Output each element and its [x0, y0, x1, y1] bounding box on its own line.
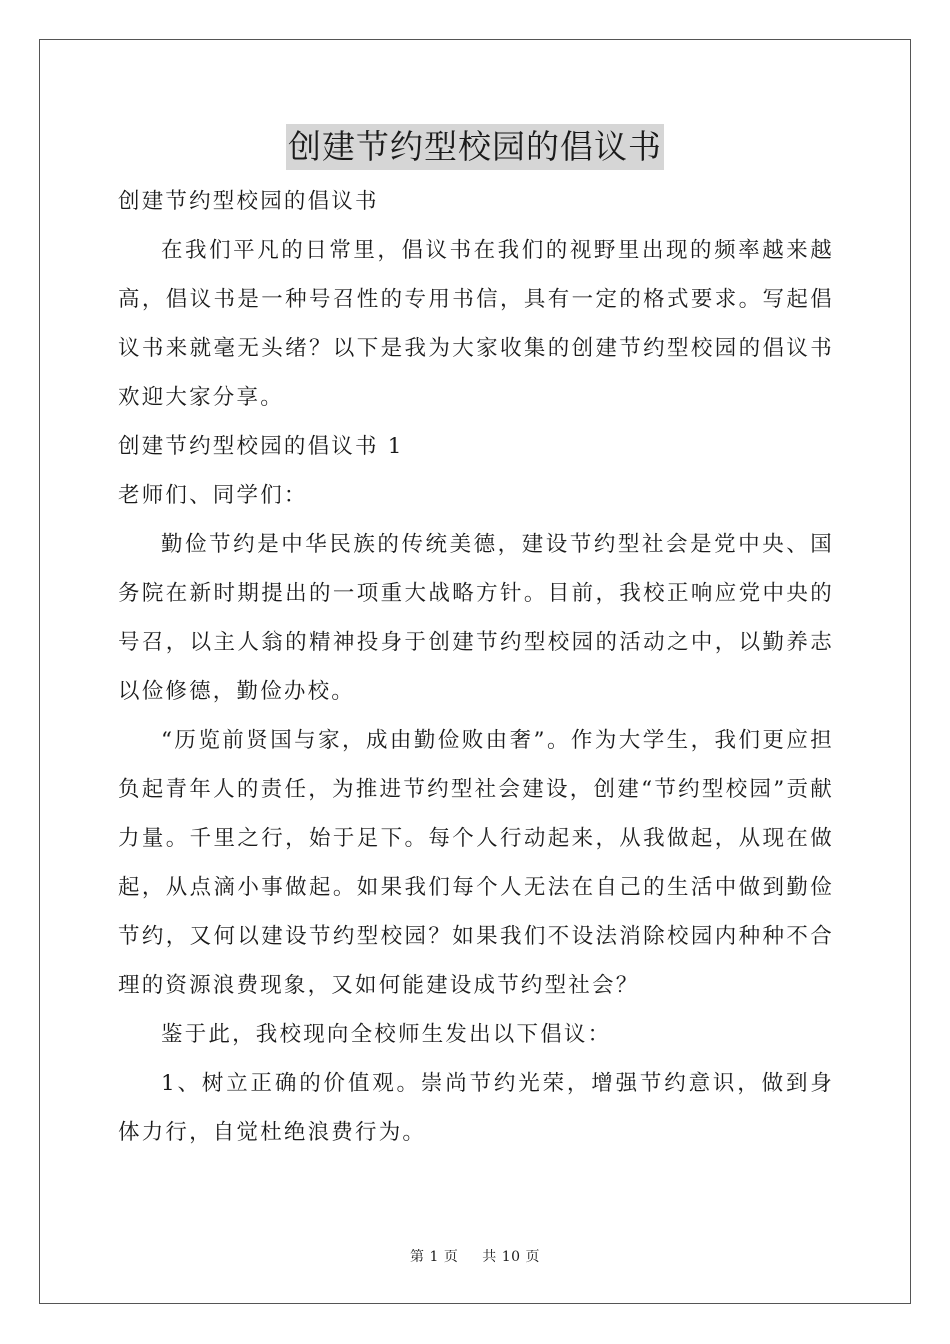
proposal-item: 1、树立正确的价值观。崇尚节约光荣，增强节约意识，做到身体力行，自觉杜绝浪费行为。	[118, 1071, 834, 1145]
document-body	[118, 177, 834, 1157]
document-title: 创建节约型校园的倡议书	[286, 124, 664, 170]
page-number: 第 1 页	[410, 1249, 459, 1265]
body-paragraph: 勤俭节约是中华民族的传统美德，建设节约型社会是党中央、国务院在新时期提出的一项重大战略方针。目前，我校正响应党中央的号召，以主人翁的精神投身于创建节约型校园的活动之中，以勤养志以俭修德，勤俭办校。	[118, 532, 834, 704]
subtitle-line: 创建节约型校园的倡议书	[118, 189, 379, 214]
page-footer	[0, 1247, 950, 1267]
page-total: 共 10 页	[482, 1249, 540, 1265]
title-block	[0, 124, 950, 170]
salutation: 老师们、同学们：	[118, 483, 308, 508]
intro-paragraph: 在我们平凡的日常里，倡议书在我们的视野里出现的频率越来越高，倡议书是一种号召性的专用书信，具有一定的格式要求。写起倡议书来就毫无头绪？以下是我为大家收集的创建节约型校园的倡议书欢迎大家分享。	[118, 238, 834, 410]
section-heading: 创建节约型校园的倡议书 1	[118, 434, 404, 459]
body-paragraph: “历览前贤国与家，成由勤俭败由奢”。作为大学生，我们更应担负起青年人的责任，为推进节约型社会建设，创建“节约型校园”贡献力量。千里之行，始于足下。每个人行动起来，从我做起，从现在做起，从点滴小事做起。如果我们每个人无法在自己的生活中做到勤俭节约，又何以建设节约型校园？如果我们不设法消除校园内种种不合理的资源浪费现象，又如何能建设成节约型社会？	[118, 728, 834, 998]
body-paragraph: 鉴于此，我校现向全校师生发出以下倡议：	[161, 1022, 612, 1047]
